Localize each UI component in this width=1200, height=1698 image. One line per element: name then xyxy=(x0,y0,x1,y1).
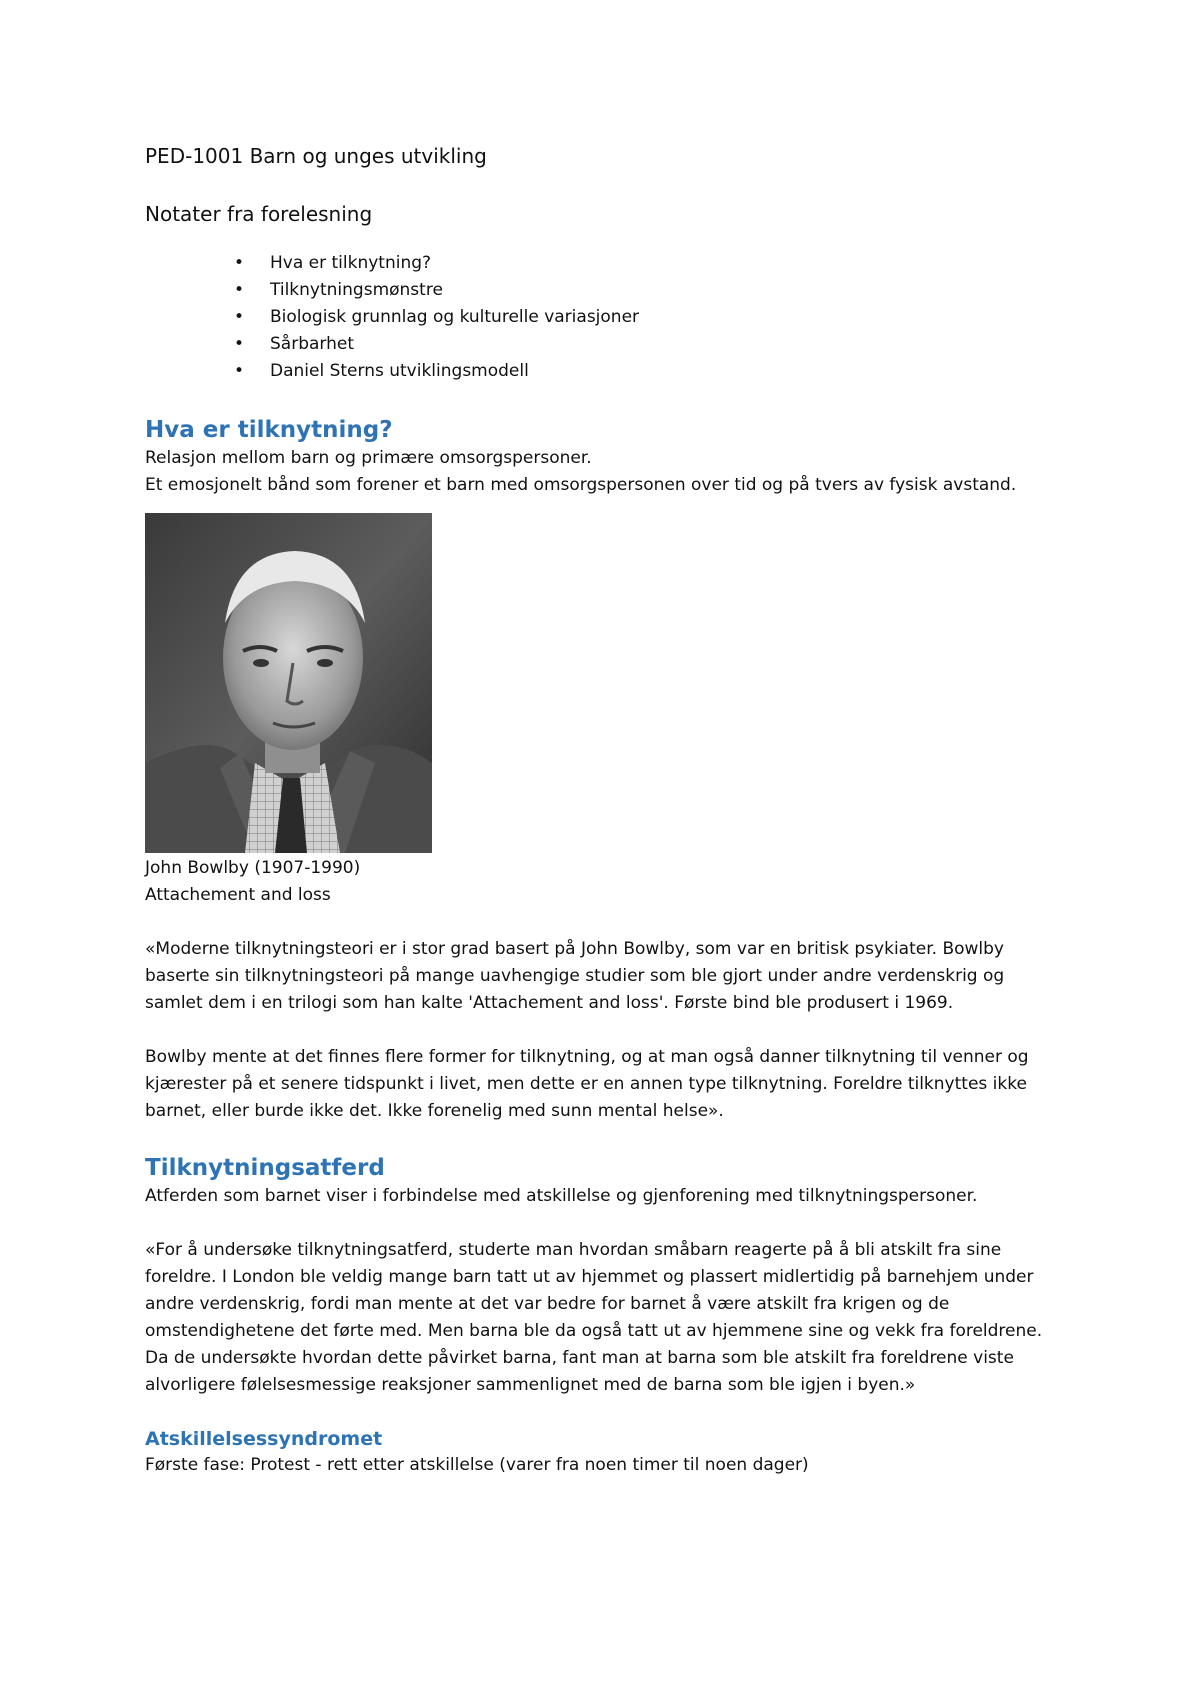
photo-caption: Attachement and loss xyxy=(145,885,331,905)
topic-list xyxy=(145,250,1065,385)
quote-paragraph: «Moderne tilknytningsteori er i stor grad basert på John Bowlby, som var en britisk psykiater. Bowlby baserte sin tilknytningsteori på mange uavhengige studier som ble gjort under andre verdenskrig og samlet dem i en trilogi som han kalte 'Attachement and loss'. Første bind ble produsert i 1969. xyxy=(145,939,1005,1013)
bullet-icon: • xyxy=(234,334,245,354)
definition-line: Relasjon mellom barn og primære omsorgspersoner. xyxy=(145,448,592,468)
portrait-photo-icon xyxy=(145,513,432,853)
page-subtitle: Notater fra forelesning xyxy=(145,202,373,226)
list-item xyxy=(234,358,1065,385)
list-item-label: Hva er tilknytning? xyxy=(270,253,432,273)
list-item xyxy=(234,331,1065,358)
bullet-icon: • xyxy=(234,361,245,381)
definition-line: Et emosjonelt bånd som forener et barn med omsorgspersonen over tid og på tvers av fysisk avstand. xyxy=(145,475,1017,495)
section-heading: Tilknytningsatferd xyxy=(145,1155,385,1181)
bullet-icon: • xyxy=(234,253,245,273)
body-line: Første fase: Protest - rett etter atskillelse (varer fra noen timer til noen dager) xyxy=(145,1455,809,1475)
section-heading: Hva er tilknytning? xyxy=(145,417,393,443)
quote-paragraph: Bowlby mente at det finnes flere former for tilknytning, og at man også danner tilknytning til venner og kjærester på et senere tidspunkt i livet, men dette er en annen type tilknytning. Foreldre tilknyttes ikke barnet, eller burde ikke det. Ikke forenelig med sunn mental helse». xyxy=(145,1047,1029,1121)
bullet-icon: • xyxy=(234,280,245,300)
section-attachment-behavior xyxy=(145,1153,1065,1399)
section-attachment xyxy=(145,415,1065,1125)
list-item-label: Sårbarhet xyxy=(270,334,354,354)
list-item-label: Daniel Sterns utviklingsmodell xyxy=(270,361,529,381)
list-item-label: Biologisk grunnlag og kulturelle variasjoner xyxy=(270,307,640,327)
course-title: PED-1001 Barn og unges utvikling xyxy=(145,144,487,168)
list-item xyxy=(234,304,1065,331)
quote-paragraph: «For å undersøke tilknytningsatferd, studerte man hvordan småbarn reagerte på å bli atskilt fra sine foreldre. I London ble veldig mange barn tatt ut av hjemmet og plassert midlertidig på barnehjem under andre verdenskrig, fordi man mente at det var bedre for barnet å være atskilt fra krigen og de omstendighetene det førte med. Men barna ble da også tatt ut av hjemmene sine og vekk fra foreldrene. Da de undersøkte hvordan dette påvirket barna, fant man at barna som ble atskilt fra foreldrene viste alvorligere følelsesmessige reaksjoner sammenlignet med de barna som ble igjen i byen.» xyxy=(145,1240,1043,1395)
bullet-icon: • xyxy=(234,307,245,327)
document-page xyxy=(145,142,1065,1479)
section-separation-syndrome xyxy=(145,1426,1065,1479)
definition-line: Atferden som barnet viser i forbindelse med atskillelse og gjenforening med tilknytningspersoner. xyxy=(145,1186,978,1206)
list-item xyxy=(234,277,1065,304)
subsection-heading: Atskillelsessyndromet xyxy=(145,1428,383,1450)
photo-caption: John Bowlby (1907-1990) xyxy=(145,858,361,878)
list-item xyxy=(234,250,1065,277)
list-item-label: Tilknytningsmønstre xyxy=(270,280,443,300)
